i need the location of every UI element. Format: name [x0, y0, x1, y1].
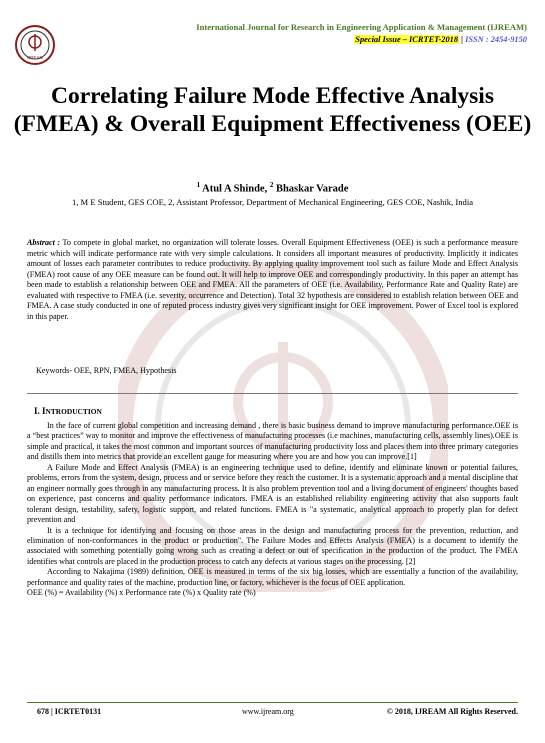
affiliation: 1, M E Student, GES COE, 2, Assistant Professor, Department of Mechanical Engineering, GES COE, Nashik, India [71, 197, 474, 207]
author-1: Atul A Shinde, [202, 183, 268, 195]
journal-name: International Journal for Research in Engineering Application & Management (IJREAM) [196, 22, 527, 32]
body-text [27, 421, 518, 599]
page-info: 678 | ICRTET0131 [37, 707, 102, 716]
paper-title: Correlating Failure Mode Effective Analysis (FMEA) & Overall Equipment Effectiveness (OEE) [13, 83, 532, 137]
abstract-text: To compete in global market, no organization will tolerate losses. Overall Equipment Effectiveness (OEE) is such a performance measure metric which will indicate performance rate with very simple calculations. It considers all important measures of productivity. Implicitly it indicates amount of losses each parameter contributes to reduce productivity. By applying quality improvement tool such as failure Mode and Effect Analysis (FMEA) root cause of any OEE measure can be found out. It will help to improve OEE and correspondingly productivity. In this paper an attempt has been made to establish a relationship between OEE and FMEA. All the parameters of OEE (i.e. Availability, Performance Rate and Quality Rate) are evaluated with respective to FMEA (i.e. severity, occurrence and Detection). Total 32 hypothesis are considered to establish relation between OEE and FMEA. A case study conducted in one of reputed process industry gives very significant insight for OEE improvement. Power of Excel tool is explored in this paper. [27, 238, 518, 321]
website-link[interactable]: www.ijream.org [242, 707, 294, 716]
keywords: Keywords- OEE, RPN, FMEA, Hypothesis [36, 366, 177, 375]
journal-logo [14, 24, 56, 66]
paragraph: In the face of current global competition and increasing demand , there is basic business demand to improve manufacturing performance.OEE is a “best practices” way to monitor and improve the effectiveness of manufacturing processes (i.e machines, manufacturing cells, assembly lines).OEE is simple and practical, it takes the most common and important sources of manufacturing productivity loss and places them into three primary categories and distills them into metrics that provide an excellent gauge for measuring where you are and how you can improve.[1] [27, 421, 518, 462]
oee-formula: OEE (%) = Availability (%) x Performance rate (%) x Quality rate (%) [27, 588, 256, 598]
author-2: Bhaskar Varade [275, 183, 349, 195]
issue-line: Special Issue – ICRTET-2018 | ISSN : 2454-9150 [355, 35, 527, 44]
paragraph: A Failure Mode and Effect Analysis (FMEA) is an engineering technique used to define, identify and eliminate known or potential failures, problems, errors from the system, design, process and or service before they reach the customer. It is a systematic approach and a mental discipline that an engineer normally goes through in any manufacturing process. It is also problem prevention tool and a living document of engineers' thoughts based on experience, past concerns and quality performance indicators. FMEA is an established reliability engineering activity that also supports fault tolerant design, testability, safety, logistic support, and related functions. FMEA is "a systematic, analytical approach to properly plan for defect prevention and [27, 462, 518, 525]
section-divider [27, 393, 518, 394]
authors: $^1$ Atul A Shinde, $^2$ Bhaskar Varade [196, 181, 349, 195]
paragraph: It is a technique for identifying and focusing on those areas in the design and manufacturing process for the prevention, reduction, and elimination of non-conformances in the product or production". The Failure Modes and Effects Analysis (FMEA) is a document to identify the associated with something potentially going wrong such as creating a defect or out of specification in the production of the product. The FMEA identifies what controls are placed in the production process to catch any defects at various stages on the processing. [2] [27, 525, 518, 566]
abstract [27, 238, 518, 322]
copyright: © 2018, IJREAM All Rights Reserved. [386, 707, 518, 716]
svg-text:IJREAM: IJREAM [26, 55, 44, 60]
paragraph: According to Nakajima (1989) definition, OEE is measured in terms of the six big losses, which are essentially a function of the availability, performance and quality rates of the machine, production line, or factory, whichever is the focus of OEE application. [27, 567, 518, 587]
issn: ISSN : 2454-9150 [465, 35, 527, 44]
special-issue: Special Issue – ICRTET-2018 [355, 35, 459, 44]
section-heading: I. INTRODUCTION [34, 406, 102, 416]
footer-divider [27, 702, 518, 703]
abstract-label: Abstract : [27, 238, 61, 247]
